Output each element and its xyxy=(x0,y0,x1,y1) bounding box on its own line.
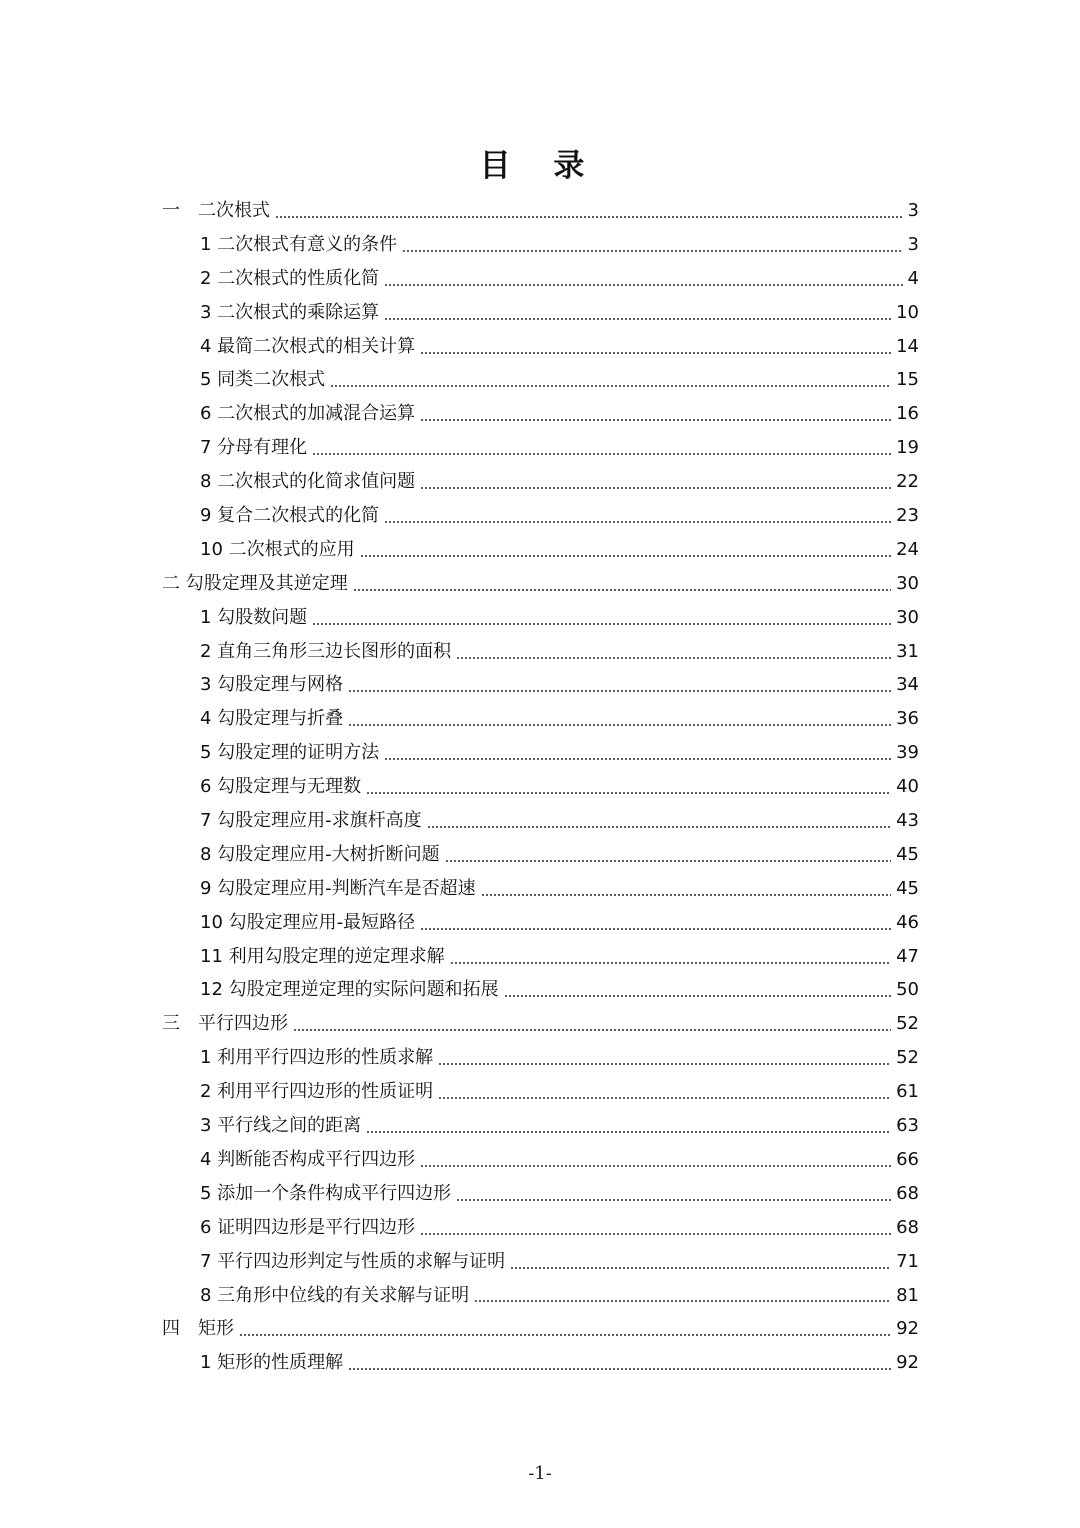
toc-page-number: 3 xyxy=(907,200,919,221)
toc-section-entry[interactable] xyxy=(162,533,919,567)
toc-dot-leader xyxy=(450,962,891,964)
toc-section-entry[interactable] xyxy=(162,1041,919,1075)
toc-section-entry[interactable] xyxy=(162,702,919,736)
toc-dot-leader xyxy=(384,758,891,760)
toc-entry-label: 一 二次根式 xyxy=(162,200,270,221)
toc-section-entry[interactable] xyxy=(162,397,919,431)
toc-entry-label: 4 判断能否构成平行四边形 xyxy=(200,1148,416,1170)
toc-dot-leader xyxy=(445,860,891,862)
toc-entry-label: 3 二次根式的乘除运算 xyxy=(200,301,380,323)
toc-title: 目 录 xyxy=(479,148,601,184)
toc-section-entry[interactable] xyxy=(162,1177,919,1211)
toc-dot-leader xyxy=(348,724,891,726)
toc-section-entry[interactable] xyxy=(162,736,919,770)
toc-dot-leader xyxy=(456,1199,891,1201)
toc-entry-label: 9 复合二次根式的化简 xyxy=(200,505,380,527)
toc-section-entry[interactable] xyxy=(162,973,919,1007)
toc-entry-label: 7 平行四边形判定与性质的求解与证明 xyxy=(200,1250,506,1272)
toc-section-entry[interactable] xyxy=(162,1245,919,1279)
toc-section-entry[interactable] xyxy=(162,872,919,906)
toc-section-entry[interactable] xyxy=(162,601,919,635)
page-number-footer: -1- xyxy=(528,1463,552,1484)
toc-section-entry[interactable] xyxy=(162,668,919,702)
toc-dot-leader xyxy=(384,318,891,320)
toc-dot-leader xyxy=(481,894,891,896)
toc-page-number: 45 xyxy=(896,877,919,899)
toc-page-number: 23 xyxy=(896,505,919,527)
toc-entry-label: 4 最简二次根式的相关计算 xyxy=(200,335,416,357)
toc-section-entry[interactable] xyxy=(162,262,919,296)
toc-page-number: 71 xyxy=(896,1250,919,1272)
toc-dot-leader xyxy=(312,623,891,625)
toc-dot-leader xyxy=(330,385,891,387)
toc-dot-leader xyxy=(402,250,902,252)
toc-entry-label: 3 勾股定理与网格 xyxy=(200,674,344,696)
toc-entry-label: 5 添加一个条件构成平行四边形 xyxy=(200,1182,452,1204)
toc-dot-leader xyxy=(420,487,891,489)
toc-dot-leader xyxy=(420,352,891,354)
toc-section-entry[interactable] xyxy=(162,363,919,397)
toc-section-entry[interactable] xyxy=(162,838,919,872)
toc-entry-label: 7 勾股定理应用-求旗杆高度 xyxy=(200,810,422,832)
toc-section-entry[interactable] xyxy=(162,431,919,465)
toc-page-number: 47 xyxy=(896,945,919,967)
toc-section-entry[interactable] xyxy=(162,499,919,533)
toc-entry-label: 6 勾股定理与无理数 xyxy=(200,776,362,798)
toc-section-entry[interactable] xyxy=(162,906,919,940)
toc-page-number: 45 xyxy=(896,843,919,865)
toc-entry-label: 12 勾股定理逆定理的实际问题和拓展 xyxy=(200,979,499,1001)
toc-entry-label: 2 二次根式的性质化简 xyxy=(200,267,380,289)
toc-page-number: 50 xyxy=(896,979,919,1001)
toc-entry-label: 3 平行线之间的距离 xyxy=(200,1115,362,1137)
toc-page-number: 46 xyxy=(896,911,919,933)
toc-page-number: 43 xyxy=(896,810,919,832)
toc-dot-leader xyxy=(427,826,891,828)
toc-entry-label: 4 勾股定理与折叠 xyxy=(200,708,344,730)
toc-dot-leader xyxy=(348,690,891,692)
toc-entry-label: 5 勾股定理的证明方法 xyxy=(200,742,380,764)
toc-dot-leader xyxy=(504,995,891,997)
toc-dot-leader xyxy=(353,589,891,591)
toc-dot-leader xyxy=(510,1267,891,1269)
toc-entry-label: 1 矩形的性质理解 xyxy=(200,1352,344,1374)
toc-dot-leader xyxy=(312,453,891,455)
toc-page-number: 40 xyxy=(896,776,919,798)
toc-page-number: 68 xyxy=(896,1216,919,1238)
toc-entry-label: 9 勾股定理应用-判断汽车是否超速 xyxy=(200,877,476,899)
toc-entry-label: 二 勾股定理及其逆定理 xyxy=(162,572,348,594)
toc-section-entry[interactable] xyxy=(162,330,919,364)
toc-page-number: 3 xyxy=(907,233,919,255)
toc-chapter-entry[interactable] xyxy=(162,1312,919,1346)
toc-dot-leader xyxy=(474,1300,891,1302)
toc-entry-label: 6 二次根式的加减混合运算 xyxy=(200,403,416,425)
toc-entry-label: 2 直角三角形三边长图形的面积 xyxy=(200,640,452,662)
toc-entry-label: 11 利用勾股定理的逆定理求解 xyxy=(200,945,445,967)
toc-dot-leader xyxy=(384,284,902,286)
toc-page-number: 36 xyxy=(896,708,919,730)
toc-section-entry[interactable] xyxy=(162,465,919,499)
toc-dot-leader xyxy=(366,792,891,794)
toc-dot-leader xyxy=(438,1063,891,1065)
toc-page-number: 24 xyxy=(896,538,919,560)
toc-entry-label: 三 平行四边形 xyxy=(162,1013,288,1035)
toc-dot-leader xyxy=(420,419,891,421)
toc-page-number: 39 xyxy=(896,742,919,764)
toc-entry-label: 8 勾股定理应用-大树折断问题 xyxy=(200,843,440,865)
toc-dot-leader xyxy=(420,1165,891,1167)
toc-entry-label: 10 勾股定理应用-最短路径 xyxy=(200,911,416,933)
toc-section-entry[interactable] xyxy=(162,228,919,262)
toc-page-number: 61 xyxy=(896,1081,919,1103)
toc-page-number: 30 xyxy=(896,606,919,628)
toc-section-entry[interactable] xyxy=(162,804,919,838)
toc-page-number: 15 xyxy=(896,369,919,391)
toc-page-number: 34 xyxy=(896,674,919,696)
toc-page-number: 30 xyxy=(896,572,919,594)
toc-dot-leader xyxy=(420,1233,891,1235)
toc-dot-leader xyxy=(293,1029,891,1031)
toc-dot-leader xyxy=(456,657,891,659)
toc-page-number: 14 xyxy=(896,335,919,357)
toc-section-entry[interactable] xyxy=(162,940,919,974)
toc-page-number: 81 xyxy=(896,1284,919,1306)
toc-entry-label: 10 二次根式的应用 xyxy=(200,538,355,560)
toc-section-entry[interactable] xyxy=(162,1143,919,1177)
toc-chapter-entry[interactable] xyxy=(162,567,919,601)
toc-section-entry[interactable] xyxy=(162,1075,919,1109)
toc-page-number: 31 xyxy=(896,640,919,662)
toc-entry-label: 2 利用平行四边形的性质证明 xyxy=(200,1081,434,1103)
toc-page-number: 63 xyxy=(896,1115,919,1137)
toc-entry-label: 8 三角形中位线的有关求解与证明 xyxy=(200,1284,470,1306)
toc-page-number: 92 xyxy=(896,1318,919,1340)
toc-page-number: 68 xyxy=(896,1182,919,1204)
toc-page-number: 16 xyxy=(896,403,919,425)
toc-entry-label: 四 矩形 xyxy=(162,1318,234,1340)
toc-page-number: 22 xyxy=(896,471,919,493)
toc-page-number: 66 xyxy=(896,1148,919,1170)
toc-dot-leader xyxy=(420,928,891,930)
toc-section-entry[interactable] xyxy=(162,635,919,669)
toc-chapter-entry[interactable] xyxy=(162,194,919,228)
toc-page-number: 52 xyxy=(896,1047,919,1069)
toc-dot-leader xyxy=(275,216,903,218)
toc-section-entry[interactable] xyxy=(162,1346,919,1380)
toc-entry-label: 1 利用平行四边形的性质求解 xyxy=(200,1047,434,1069)
toc-dot-leader xyxy=(348,1368,891,1370)
toc-page-number: 4 xyxy=(907,267,919,289)
table-of-contents xyxy=(162,194,919,1380)
toc-entry-label: 1 二次根式有意义的条件 xyxy=(200,233,398,255)
toc-entry-label: 6 证明四边形是平行四边形 xyxy=(200,1216,416,1238)
toc-dot-leader xyxy=(438,1097,891,1099)
toc-section-entry[interactable] xyxy=(162,1279,919,1313)
toc-section-entry[interactable] xyxy=(162,1211,919,1245)
toc-entry-label: 1 勾股数问题 xyxy=(200,606,308,628)
toc-section-entry[interactable] xyxy=(162,770,919,804)
toc-page-number: 52 xyxy=(896,1013,919,1035)
toc-page-number: 19 xyxy=(896,437,919,459)
toc-page-number: 10 xyxy=(896,301,919,323)
toc-section-entry[interactable] xyxy=(162,296,919,330)
toc-entry-label: 8 二次根式的化简求值问题 xyxy=(200,471,416,493)
toc-dot-leader xyxy=(384,521,891,523)
toc-entry-label: 7 分母有理化 xyxy=(200,437,308,459)
toc-dot-leader xyxy=(239,1334,891,1336)
toc-chapter-entry[interactable] xyxy=(162,1007,919,1041)
toc-dot-leader xyxy=(366,1131,891,1133)
toc-entry-label: 5 同类二次根式 xyxy=(200,369,326,391)
toc-section-entry[interactable] xyxy=(162,1109,919,1143)
toc-page-number: 92 xyxy=(896,1352,919,1374)
toc-dot-leader xyxy=(360,555,891,557)
